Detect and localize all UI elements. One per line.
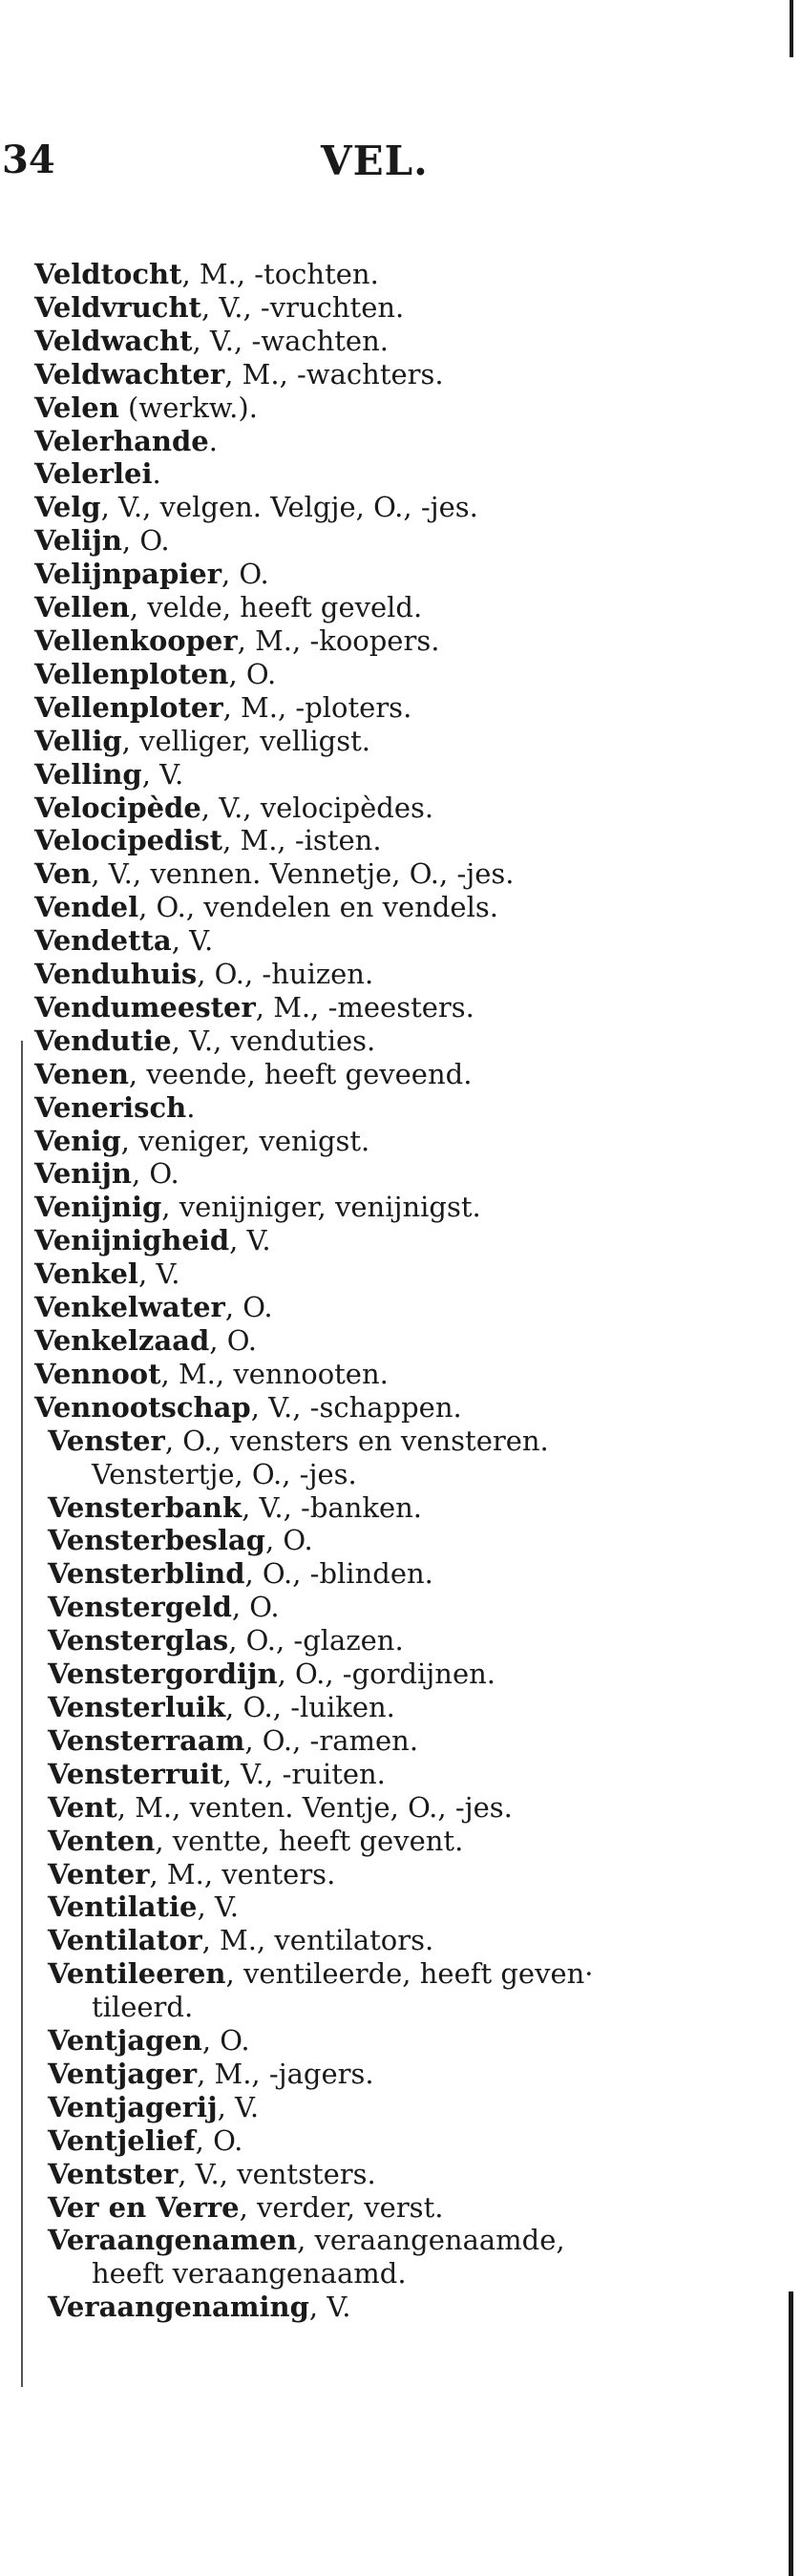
entry-text: . <box>152 457 161 491</box>
dictionary-entry <box>34 358 722 391</box>
entry-text: , M., -meesters. <box>255 990 474 1024</box>
page-number: 34 <box>2 137 55 182</box>
dictionary-entry <box>34 991 722 1024</box>
dictionary-entry <box>34 624 722 658</box>
entry-headword: Vendetta <box>34 924 172 958</box>
entry-text: , V., ventsters. <box>178 2157 376 2190</box>
entry-headword: Veraangenamen <box>48 2224 298 2257</box>
entry-headword: Vendumeester <box>34 990 256 1024</box>
entry-text: , V., velocipèdes. <box>200 791 434 824</box>
entry-headword: Vensterluik <box>48 1690 226 1723</box>
dictionary-entry <box>48 1825 726 1858</box>
dictionary-entry <box>34 1224 722 1257</box>
entry-text: , venijniger, venijnigst. <box>161 1191 481 1224</box>
entry-text: , O. <box>228 657 277 690</box>
bottom-edge-mark <box>789 2291 793 2576</box>
entry-headword: Veldwacht <box>34 324 193 357</box>
entry-text: , O. <box>221 558 269 591</box>
top-edge-mark <box>790 0 793 57</box>
entry-headword: Velen <box>34 391 119 424</box>
entry-headword: Ventileeren <box>48 1957 226 1991</box>
dictionary-entry <box>34 691 722 725</box>
dictionary-entry <box>48 1491 726 1525</box>
entry-text: , V. <box>229 1224 271 1257</box>
entry-continuation: tileerd. <box>92 1991 194 2024</box>
entry-headword: Vensterbank <box>48 1490 242 1524</box>
entry-text: , M., -koopers. <box>237 623 440 657</box>
entry-text: (werkw.). <box>118 391 258 424</box>
dictionary-entry <box>34 1324 722 1358</box>
dictionary-entry <box>34 1125 722 1158</box>
entry-headword: Vensterblind <box>48 1557 245 1591</box>
dictionary-entry <box>34 792 722 825</box>
entry-headword: Velocipedist <box>34 824 223 857</box>
dictionary-entry <box>34 857 722 891</box>
entry-headword: Vent <box>48 1790 117 1824</box>
dictionary-entry <box>34 891 722 924</box>
dictionary-entry <box>34 824 722 857</box>
dictionary-entry <box>34 1358 722 1391</box>
dictionary-entry <box>48 2058 726 2091</box>
entry-headword: Vensterruit <box>48 1757 223 1790</box>
entry-text: , O., vensters en vensteren. <box>164 1424 549 1457</box>
entry-text: , velde, heeft geveld. <box>129 591 423 624</box>
entry-text: , V. <box>308 2291 351 2324</box>
dictionary-entry <box>48 2124 726 2158</box>
dictionary-entry <box>48 2091 726 2124</box>
dictionary-entry <box>48 1724 726 1758</box>
entry-headword: Velijnpapier <box>34 558 221 591</box>
dictionary-entry <box>48 1924 726 1957</box>
dictionary-entry <box>34 425 722 458</box>
entry-text: , M., vennooten. <box>160 1357 389 1390</box>
dictionary-entry <box>48 1858 726 1891</box>
entry-headword: Venkelwater <box>34 1291 225 1324</box>
dictionary-entry <box>34 491 722 524</box>
dictionary-entry <box>34 391 722 425</box>
dictionary-entry <box>48 1658 726 1691</box>
entry-headword: Ven <box>34 857 92 891</box>
dictionary-entry <box>34 591 722 624</box>
dictionary-entry <box>48 1624 726 1658</box>
entry-headword: Venkel <box>34 1257 138 1291</box>
dictionary-entry <box>48 2191 726 2225</box>
dictionary-entry <box>34 658 722 691</box>
entry-headword: Vensterraam <box>48 1723 245 1757</box>
entry-headword: Ventjelief <box>48 2123 196 2157</box>
entry-text: , V., vennen. Vennetje, O., -jes. <box>91 857 515 891</box>
entry-headword: Velijn <box>34 524 122 558</box>
entry-headword: Ventjagen <box>48 2024 202 2058</box>
entry-headword: Vellen <box>34 591 130 624</box>
entry-text: , veende, heeft geveend. <box>128 1057 473 1090</box>
entry-headword: Vennootschap <box>34 1390 251 1424</box>
entry-text: . <box>208 424 218 457</box>
entry-headword: Venijnigheid <box>34 1224 230 1257</box>
entry-text: , M., -wachters. <box>224 357 444 391</box>
entry-headword: Ventilator <box>48 1924 202 1957</box>
entry-headword: Ventilatie <box>48 1890 198 1924</box>
dictionary-entry <box>34 1058 722 1091</box>
entry-headword: Venen <box>34 1057 129 1090</box>
entry-text: , O. <box>224 1291 273 1324</box>
entry-text: , O. <box>121 524 170 558</box>
entry-headword: Veldwachter <box>34 357 225 391</box>
entry-text: . <box>186 1090 196 1124</box>
entry-text: , veniger, venigst. <box>120 1124 370 1157</box>
entry-headword: Vendutie <box>34 1024 172 1057</box>
entry-text: , O. <box>209 1324 257 1357</box>
entry-headword: Veraangenaming <box>48 2291 309 2324</box>
entry-text: , O., -glazen. <box>228 1624 404 1658</box>
entry-headword: Venijn <box>34 1157 132 1191</box>
entry-headword: Velg <box>34 491 101 524</box>
entry-text: , O., -blinden. <box>244 1557 433 1591</box>
entry-text: , V., velgen. Velgje, O., -jes. <box>100 491 478 524</box>
entry-text: , M., -isten. <box>222 824 382 857</box>
entry-text: , M., venters. <box>149 1857 336 1890</box>
dictionary-entry <box>48 1791 726 1825</box>
entry-headword: Ver en Verre <box>48 2190 240 2224</box>
dictionary-entry <box>34 924 722 958</box>
entry-headword: Ventjagerij <box>48 2090 218 2123</box>
entry-text: , V. <box>171 924 214 958</box>
entry-headword: Vensterbeslag <box>48 1524 265 1557</box>
entry-text: , O., vendelen en vendels. <box>138 891 498 924</box>
entry-text: , M., venten. Ventje, O., -jes. <box>116 1790 513 1824</box>
entry-text: , M., -tochten. <box>181 258 379 290</box>
entry-headword: Venter <box>48 1857 150 1890</box>
dictionary-entry <box>34 958 722 991</box>
entry-headword: Velerlei <box>34 457 153 491</box>
dictionary-entry <box>34 1391 722 1425</box>
entry-text: , V., -ruiten. <box>222 1757 386 1790</box>
dictionary-entry <box>34 1157 722 1191</box>
dictionary-entry <box>48 2158 726 2191</box>
page-header: VEL. <box>321 137 429 184</box>
entry-text: , V., -vruchten. <box>200 290 405 324</box>
entry-headword: Venduhuis <box>34 958 198 991</box>
entry-text: , O. <box>195 2123 243 2157</box>
entry-list <box>34 258 791 2324</box>
dictionary-entry <box>48 1957 726 2024</box>
dictionary-entry <box>34 1291 722 1324</box>
dictionary-entry <box>34 457 722 491</box>
entry-text: , O., -luiken. <box>225 1690 395 1723</box>
entry-headword: Venten <box>48 1824 156 1857</box>
dictionary-entry <box>34 725 722 758</box>
dictionary-entry <box>48 2024 726 2058</box>
entry-text: , O. <box>201 2024 250 2058</box>
dictionary-entry <box>34 291 722 325</box>
entry-text: , V., -schappen. <box>250 1390 462 1424</box>
dictionary-entry <box>48 1591 726 1624</box>
entry-headword: Vendel <box>34 891 139 924</box>
entry-text: , O., -huizen. <box>197 958 374 991</box>
entry-text: , O. <box>264 1524 313 1557</box>
entry-text: , M., ventilators. <box>201 1924 434 1957</box>
entry-headword: Venijnig <box>34 1191 162 1224</box>
entry-text: , O. <box>231 1591 280 1624</box>
entry-text: , O., -ramen. <box>244 1723 419 1757</box>
entry-headword: Veldtocht <box>34 258 182 290</box>
dictionary-entry <box>34 1257 722 1291</box>
entry-text: , M., -jagers. <box>197 2057 374 2090</box>
entry-headword: Velerhande <box>34 424 209 457</box>
entry-headword: Ventster <box>48 2157 179 2190</box>
entry-headword: Velocipède <box>34 791 201 824</box>
dictionary-entry <box>34 1191 722 1224</box>
dictionary-entry <box>48 1557 726 1591</box>
dictionary-entry <box>34 558 722 591</box>
entry-text: , velliger, velligst. <box>121 724 370 757</box>
entry-text: , V. <box>137 1257 180 1291</box>
dictionary-entry <box>48 1691 726 1724</box>
entry-headword: Velling <box>34 757 142 791</box>
entry-text: , V., venduties. <box>171 1024 376 1057</box>
dictionary-entry <box>48 1425 726 1491</box>
entry-headword: Vellenploter <box>34 690 223 724</box>
dictionary-entry <box>48 1890 726 1924</box>
entry-text: , V. <box>197 1890 239 1924</box>
entry-headword: Ventjager <box>48 2057 198 2090</box>
dictionary-entry <box>34 325 722 358</box>
dictionary-entry <box>48 2291 726 2324</box>
entry-headword: Venstergeld <box>48 1591 232 1624</box>
dictionary-entry <box>34 1024 722 1058</box>
dictionary-entry <box>34 1091 722 1125</box>
entry-text: , V., -wachten. <box>192 324 389 357</box>
entry-headword: Vensterglas <box>48 1624 229 1658</box>
entry-text: , V. <box>141 757 184 791</box>
entry-headword: Venstergordijn <box>48 1658 278 1691</box>
dictionary-entry <box>34 258 722 291</box>
entry-text: , ventileerde, heeft geven· <box>225 1957 594 1991</box>
entry-continuation: heeft veraangenaamd. <box>92 2257 407 2291</box>
dictionary-entry <box>34 524 722 558</box>
entry-text: , V., -banken. <box>242 1490 423 1524</box>
entry-headword: Veldvrucht <box>34 290 201 324</box>
entry-headword: Venster <box>48 1424 165 1457</box>
entry-text: , M., -ploters. <box>222 690 412 724</box>
entry-headword: Venerisch <box>34 1090 187 1124</box>
dictionary-entry <box>48 2224 726 2291</box>
dictionary-entry <box>48 1524 726 1557</box>
entry-continuation: Venstertje, O., -jes. <box>92 1457 357 1490</box>
entry-headword: Venkelzaad <box>34 1324 210 1357</box>
entry-headword: Venig <box>34 1124 121 1157</box>
entry-headword: Vellenkooper <box>34 623 238 657</box>
dictionary-entry <box>34 758 722 792</box>
entry-headword: Vellenploten <box>34 657 229 690</box>
entry-text: , ventte, heeft gevent. <box>155 1824 464 1857</box>
entry-text: , O. <box>131 1157 179 1191</box>
entry-text: , veraangenaamde, <box>297 2224 565 2257</box>
entry-text: , O., -gordijnen. <box>277 1658 496 1691</box>
entry-text: , V. <box>217 2090 260 2123</box>
entry-headword: Vennoot <box>34 1357 161 1390</box>
dictionary-entry <box>48 1758 726 1791</box>
left-margin-rule <box>21 1041 23 2387</box>
entry-headword: Vellig <box>34 724 122 757</box>
entry-text: , verder, verst. <box>239 2190 444 2224</box>
